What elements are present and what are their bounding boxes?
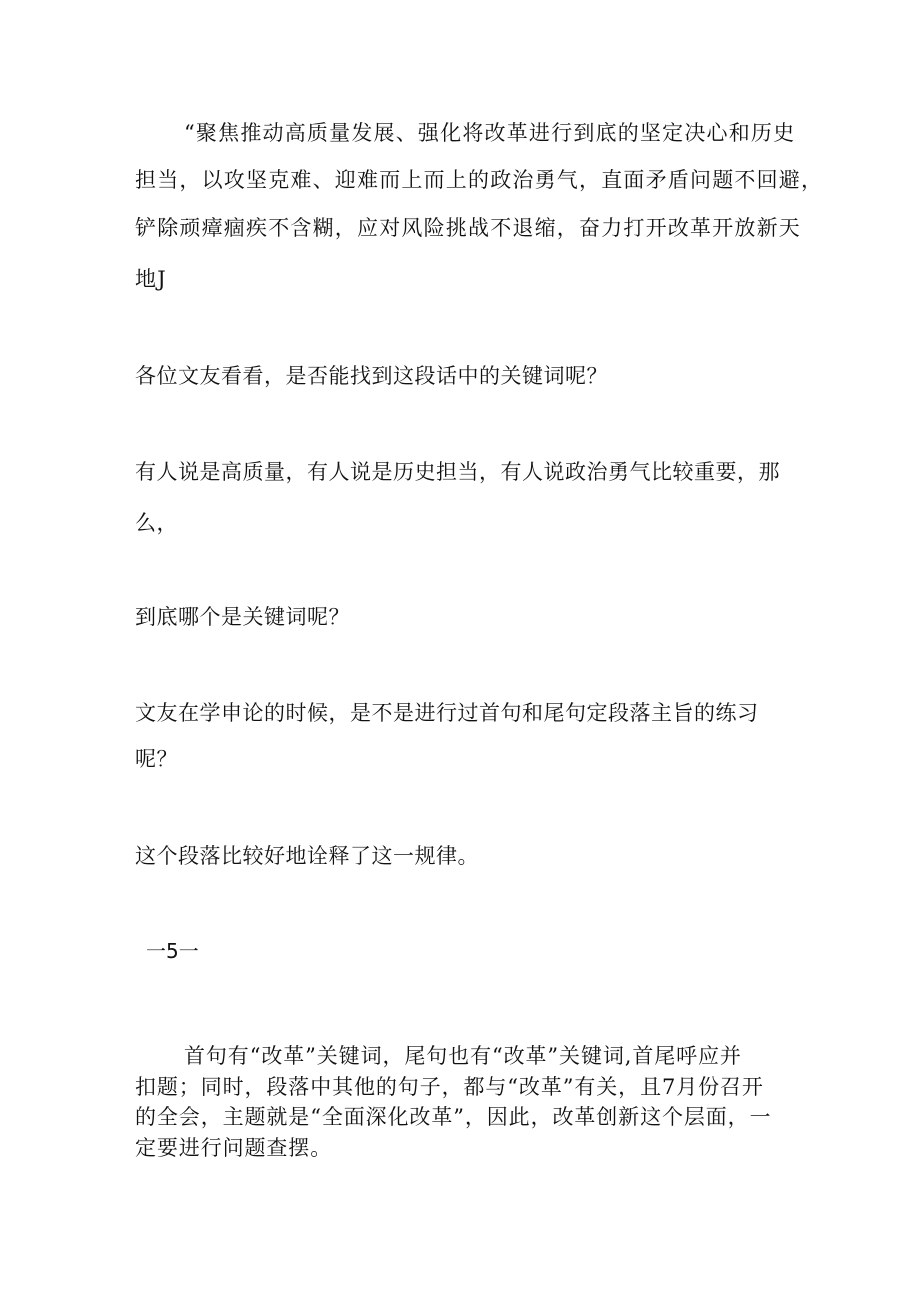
quote-line-1: “聚焦推动高质量发展、强化将改革进行到底的坚定决心和历史 — [184, 121, 796, 145]
summary-line-4: 定要进行问题查摆。 — [135, 1136, 333, 1160]
keyword-question-paragraph: 到底哪个是关键词呢？ — [135, 605, 350, 629]
summary-line-3: 的全会，主题就是“全面深化改革”，因此，改革创新这个层面，一 — [135, 1105, 772, 1129]
practice-line-1: 文友在学申论的时候，是不是进行过首句和尾句定段落主旨的练习 — [135, 701, 759, 725]
summary-line-1: 首句有“改革”关键词，尾句也有“改革”关键词,首尾呼应并 — [184, 1044, 742, 1068]
quote-line-2: 担当，以攻坚克难、迎难而上而上的政治勇气，直面矛盾问题不回避， — [135, 168, 824, 192]
opinions-line-2: 么， — [135, 511, 178, 535]
opinions-line-1: 有人说是高质量，有人说是历史担当，有人说政治勇气比较重要，那 — [135, 460, 780, 484]
page-number: 一5一 — [146, 939, 199, 963]
rule-paragraph: 这个段落比较好地诠释了这一规律。 — [135, 844, 479, 868]
practice-line-2: 呢？ — [135, 747, 178, 771]
question-paragraph: 各位文友看看，是否能找到这段话中的关键词呢？ — [135, 364, 608, 388]
quote-line-4: 地J — [135, 267, 167, 291]
summary-line-2: 扣题；同时，段落中其他的句子，都与“改革”有关，且7月份召开 — [135, 1075, 764, 1099]
quote-line-3: 铲除顽瘴痼疾不含糊，应对风险挑战不退缩，奋力打开改革开放新天 — [135, 216, 801, 240]
